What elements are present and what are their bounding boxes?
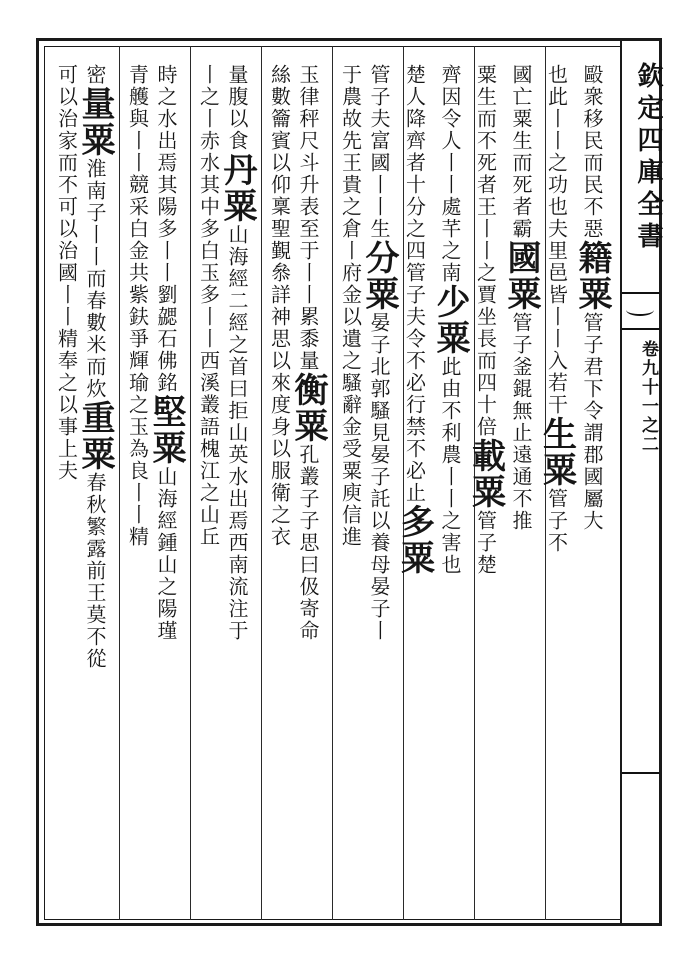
text-segment: 密 [83,64,107,86]
entry-heading: 重粟 [75,400,115,472]
text-segment: 倉丨府金以遺之騷辭金受粟庾信進 [338,218,363,548]
text-segment: 淮南子丨丨而春數米而炊 [83,158,107,400]
text-segment: 以來度身以服衛之衣 [267,350,292,548]
text-column [288,64,331,914]
text-segment: 玉律秤尺斗升表至于丨丨累黍量 [296,64,320,372]
text-segment: 青艧與丨丨競采白金共紫鈇爭輝 [125,64,150,372]
text-column [501,64,544,914]
text-segment: 量腹以食 [225,64,249,152]
text-column [359,64,402,914]
entry-heading: 丹粟 [217,152,257,224]
text-segment: 孔叢子子思曰伋寄命 [296,444,320,642]
text-segment: 于農故先王貴之 [338,64,363,218]
entry-heading: 衡粟 [288,372,328,444]
text-column [50,64,82,914]
text-segment: 楚人降齊者十分之四 [402,64,427,262]
text-segment: 丨丨精奉之以事上夫 [54,284,79,482]
fish-tail-ornament [622,292,660,330]
text-column [146,64,189,914]
text-segment: 山海經鍾山之陽瑾 [154,466,178,642]
text-segment: 絲數籥賓以仰稟聖覲叅詳神思 [267,64,292,350]
text-segment: 管子楚 [473,510,498,576]
text-segment: 丨之丨 [196,64,221,130]
text-column [394,64,437,914]
text-segment: 春秋繁露前王莫不從 [83,472,107,670]
text-segment: 齊因令人丨丨處芊之南 [438,64,462,284]
text-column [572,64,615,914]
text-segment: 管子不 [544,488,569,554]
entry-heading: 國粟 [501,240,541,312]
text-segment: 晏子北郭騷見晏子託以養母晏子丨 [367,312,391,642]
fish-tail-ornament-lower [622,772,660,774]
volume-label: 卷九十一之二 [638,340,658,454]
book-title: 欽定四庫全書 [633,62,663,254]
text-segment: 山海經二經之首曰拒山英水出焉西南流注于 [225,224,249,642]
entry-heading: 多粟 [394,504,435,576]
text-segment: 粟生而不死者王 [473,64,498,218]
text-segment: 赤水其中多白玉多丨丨西溪叢語槐江之山丘 [196,130,221,548]
text-segment: 毆衆移民而民不惡 [580,64,604,240]
text-segment: 瑜之玉為良丨丨精 [125,372,150,548]
text-segment: 管子君下令謂郡國屬大 [580,312,604,532]
column-rule [190,46,191,920]
text-column [536,64,579,914]
text-column [192,64,224,914]
text-segment: 管子夫令不必行禁不必止 [402,262,427,504]
entry-heading: 分粟 [359,240,399,312]
entry-heading: 載粟 [465,438,506,510]
entry-heading: 堅粟 [146,394,186,466]
text-segment: 夫里邑皆丨丨入若干 [544,218,569,416]
text-column [75,64,118,914]
text-segment: 此由不利農丨丨之害也 [438,356,462,576]
column-rule [261,46,262,920]
text-column [334,64,366,914]
text-segment: 可以治家而不可以治國 [54,64,79,284]
entry-heading: 量粟 [75,86,115,158]
text-segment: 也此丨丨之功也 [544,64,569,218]
text-column [465,64,508,914]
entry-heading: 生粟 [536,416,577,488]
text-segment: 時之水出焉其陽多丨丨劉勰石佛銘 [154,64,178,394]
text-column [121,64,153,914]
text-segment: 管子釜錕無止遠通不推 [509,312,533,532]
text-column [263,64,295,914]
text-column [430,64,473,914]
column-rule [332,46,333,920]
entry-heading: 少粟 [430,284,470,356]
entry-heading: 籍粟 [572,240,612,312]
column-rule [119,46,120,920]
text-segment: 丨丨之賈坐長而四十倍 [473,218,498,438]
text-segment: 管子夫富國丨丨生 [367,64,391,240]
text-column [217,64,260,914]
text-segment: 國亡粟生而死者霸 [509,64,533,240]
